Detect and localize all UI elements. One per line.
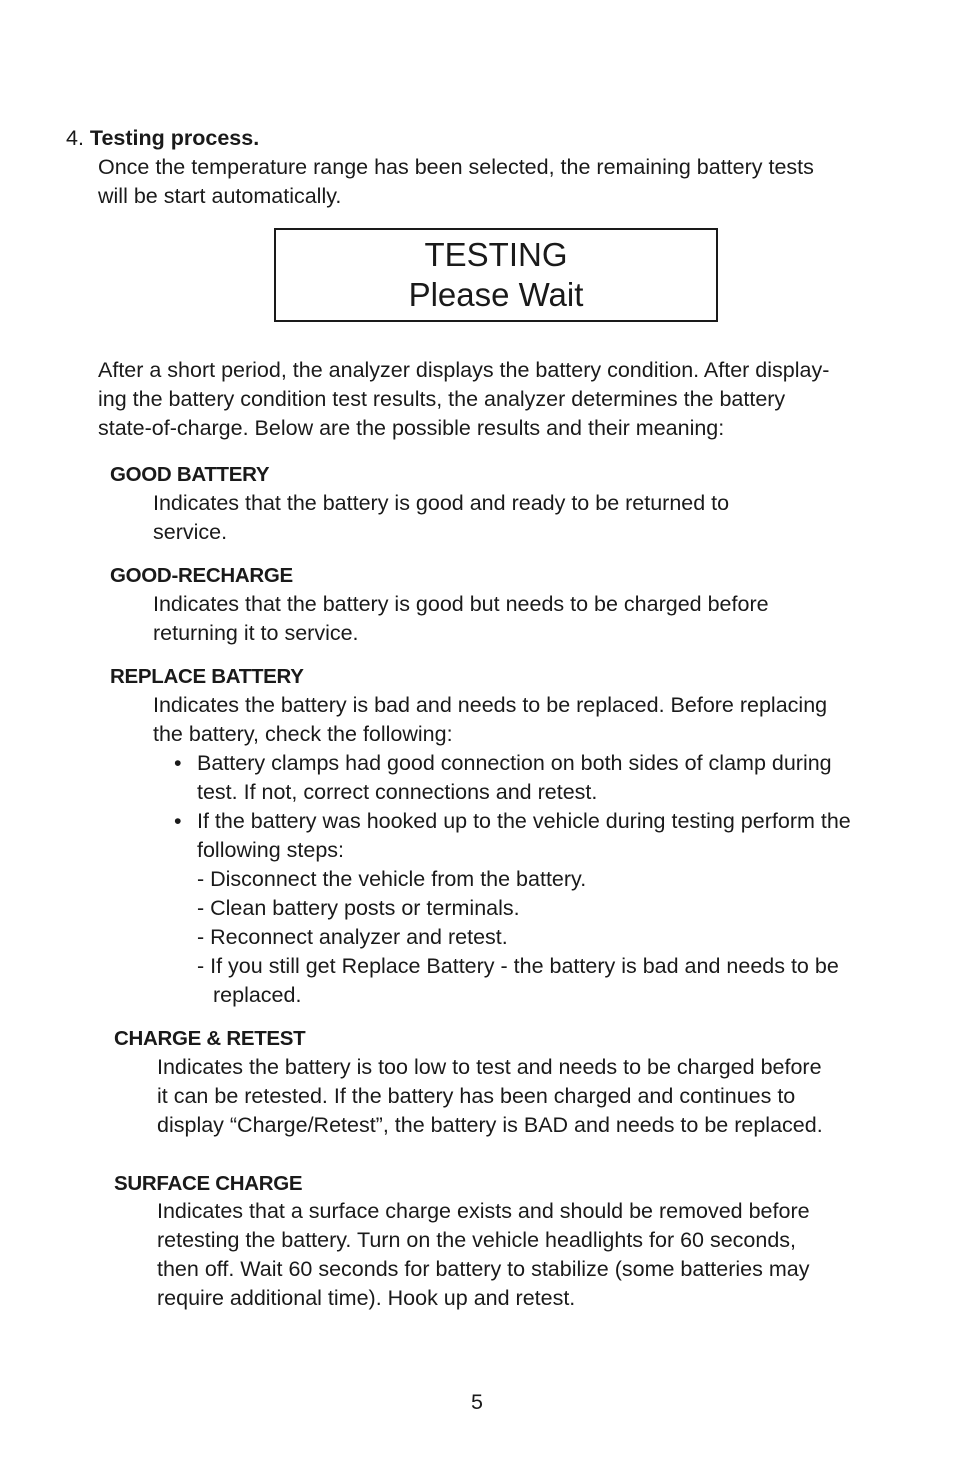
step-item: - Clean battery posts or terminals. — [197, 896, 520, 920]
result-line: then off. Wait 60 seconds for battery to stabilize (some batteries may — [157, 1257, 810, 1281]
result-line: Indicates the battery is too low to test and needs to be charged before — [157, 1055, 822, 1079]
result-title-charge-retest: CHARGE & RETEST — [114, 1027, 306, 1050]
section-intro — [98, 153, 898, 211]
steps-list — [197, 865, 839, 1010]
section-title: Testing process. — [89, 126, 260, 150]
result-line: require additional time). Hook up and retest. — [157, 1286, 576, 1310]
page-number: 5 — [471, 1390, 483, 1414]
bullet-marker: • — [174, 809, 182, 833]
intro-line: will be start automatically. — [98, 184, 342, 208]
step-item-continuation: replaced. — [213, 983, 302, 1007]
result-line: returning it to service. — [153, 621, 359, 645]
result-body-charge-retest — [157, 1053, 937, 1140]
bullet-line: following steps: — [197, 838, 344, 862]
step-item: - If you still get Replace Battery - the battery is bad and needs to be — [197, 954, 839, 978]
result-line: retesting the battery. Turn on the vehicle headlights for 60 seconds, — [157, 1228, 797, 1252]
bullet-marker: • — [174, 751, 182, 775]
step-item: - Disconnect the vehicle from the battery. — [197, 867, 587, 891]
paragraph-line: state-of-charge. Below are the possible results and their meaning: — [98, 416, 725, 440]
result-title-surface-charge: SURFACE CHARGE — [114, 1172, 303, 1195]
result-line: service. — [153, 520, 228, 544]
bullet-line: Battery clamps had good connection on both sides of clamp during — [197, 751, 832, 775]
step-item: - Reconnect analyzer and retest. — [197, 925, 508, 949]
result-body-surface-charge — [157, 1197, 937, 1313]
result-title-good-battery: GOOD BATTERY — [110, 463, 270, 486]
result-line: the battery, check the following: — [153, 722, 453, 746]
result-line: display “Charge/Retest”, the battery is BAD and needs to be replaced. — [157, 1113, 823, 1137]
analyzer-display — [274, 228, 718, 322]
bullet-item-hooked-up — [197, 807, 851, 865]
intro-line: Once the temperature range has been selected, the remaining battery tests — [98, 155, 814, 179]
result-title-good-recharge: GOOD-RECHARGE — [110, 564, 293, 587]
result-line: Indicates that the battery is good but needs to be charged before — [153, 592, 769, 616]
display-line-testing: TESTING — [424, 236, 568, 273]
result-line: it can be retested. If the battery has been charged and continues to — [157, 1084, 796, 1108]
bullet-line: test. If not, correct connections and retest. — [197, 780, 598, 804]
bullet-line: If the battery was hooked up to the vehicle during testing perform the — [197, 809, 851, 833]
results-intro-paragraph — [98, 356, 918, 443]
section-heading — [66, 124, 259, 153]
result-body-replace-battery — [153, 691, 933, 749]
result-line: Indicates that a surface charge exists and should be removed before — [157, 1199, 810, 1223]
result-title-replace-battery: REPLACE BATTERY — [110, 665, 304, 688]
result-body-good-battery — [153, 489, 933, 547]
display-line-please-wait: Please Wait — [408, 276, 584, 313]
result-body-good-recharge — [153, 590, 933, 648]
result-line: Indicates that the battery is good and ready to be returned to — [153, 491, 730, 515]
bullet-item-clamps — [197, 749, 832, 807]
result-line: Indicates the battery is bad and needs to be replaced. Before replacing — [153, 693, 828, 717]
paragraph-line: After a short period, the analyzer displays the battery condition. After display- — [98, 358, 830, 382]
paragraph-line: ing the battery condition test results, the analyzer determines the battery — [98, 387, 786, 411]
section-number: 4. — [66, 126, 84, 150]
